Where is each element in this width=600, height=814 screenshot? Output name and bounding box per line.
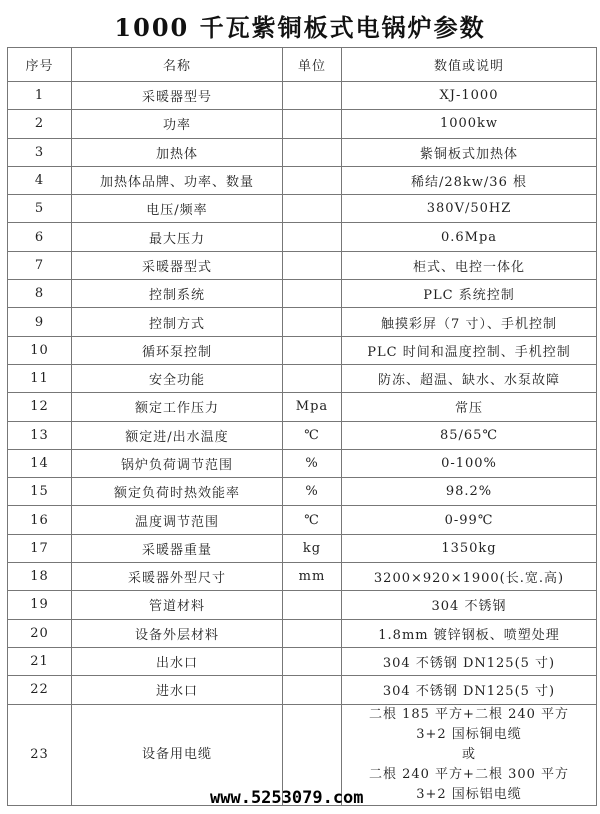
table-row <box>8 82 597 110</box>
cell-no: 21 <box>8 647 72 675</box>
cell-unit: mm <box>283 563 342 591</box>
value-line: 二根 240 平方+二根 300 平方 <box>368 766 570 782</box>
cell-no: 15 <box>8 478 72 506</box>
table-row <box>8 166 597 194</box>
cell-no: 5 <box>8 195 72 223</box>
cell-no: 8 <box>8 280 72 308</box>
table-row <box>8 449 597 477</box>
value-line: 或 <box>461 746 476 762</box>
cell-no: 17 <box>8 534 72 562</box>
header-value: 数值或说明 <box>342 48 597 82</box>
table-row <box>8 195 597 223</box>
cell-no: 16 <box>8 506 72 534</box>
page-title: 1000 千瓦紫铜板式电锅炉参数 <box>114 13 486 42</box>
cell-value: 304 不锈钢 DN125(5 寸) <box>342 647 597 675</box>
cell-unit <box>283 308 342 336</box>
parameter-table <box>7 47 597 806</box>
cell-name: 设备外层材料 <box>72 619 283 647</box>
cell-unit <box>283 138 342 166</box>
cell-name: 安全功能 <box>72 364 283 392</box>
table-row <box>8 563 597 591</box>
table-row <box>8 647 597 675</box>
table-row <box>8 421 597 449</box>
cell-unit <box>283 676 342 704</box>
value-line: 二根 185 平方+二根 240 平方 <box>368 706 570 722</box>
cell-unit <box>283 647 342 675</box>
cell-unit <box>283 591 342 619</box>
table-row <box>8 110 597 138</box>
cell-name: 采暖器型式 <box>72 251 283 279</box>
cell-name: 出水口 <box>72 647 283 675</box>
table-row <box>8 364 597 392</box>
cell-no: 1 <box>8 82 72 110</box>
cell-no: 13 <box>8 421 72 449</box>
cell-no: 7 <box>8 251 72 279</box>
table-row <box>8 676 597 704</box>
cell-no: 18 <box>8 563 72 591</box>
table-row <box>8 280 597 308</box>
cell-value: XJ-1000 <box>342 82 597 110</box>
table-header-row <box>8 48 597 82</box>
cell-name: 控制方式 <box>72 308 283 336</box>
cell-no: 3 <box>8 138 72 166</box>
cell-unit <box>283 336 342 364</box>
header-no: 序号 <box>8 48 72 82</box>
cell-no: 11 <box>8 364 72 392</box>
cell-value: 1.8mm 镀锌钢板、喷塑处理 <box>342 619 597 647</box>
cell-no: 22 <box>8 676 72 704</box>
cell-value: 紫铜板式加热体 <box>342 138 597 166</box>
table-row <box>8 506 597 534</box>
cell-value: 1350kg <box>342 534 597 562</box>
cell-name: 采暖器外型尺寸 <box>72 563 283 591</box>
cell-name: 锅炉负荷调节范围 <box>72 449 283 477</box>
table-row <box>8 393 597 421</box>
table-row <box>8 534 597 562</box>
table-row <box>8 251 597 279</box>
header-name: 名称 <box>72 48 283 82</box>
cell-no: 2 <box>8 110 72 138</box>
cell-unit: % <box>283 478 342 506</box>
watermark: www.5253079.com <box>210 788 364 808</box>
cell-value: 稀结/28kw/36 根 <box>342 166 597 194</box>
cell-no: 20 <box>8 619 72 647</box>
cell-name: 最大压力 <box>72 223 283 251</box>
cell-unit: % <box>283 449 342 477</box>
cell-no: 4 <box>8 166 72 194</box>
cell-unit <box>283 223 342 251</box>
cell-value: 柜式、电控一体化 <box>342 251 597 279</box>
cell-value: 85/65℃ <box>342 421 597 449</box>
table-row <box>8 336 597 364</box>
table-row <box>8 478 597 506</box>
cell-value: PLC 时间和温度控制、手机控制 <box>342 336 597 364</box>
cell-value: 0-100% <box>342 449 597 477</box>
cell-unit: ℃ <box>283 506 342 534</box>
cell-unit <box>283 166 342 194</box>
cell-unit: Mpa <box>283 393 342 421</box>
cell-name: 管道材料 <box>72 591 283 619</box>
cell-name: 额定进/出水温度 <box>72 421 283 449</box>
cell-name: 电压/频率 <box>72 195 283 223</box>
cell-name: 额定负荷时热效能率 <box>72 478 283 506</box>
cell-unit <box>283 251 342 279</box>
cell-name: 加热体 <box>72 138 283 166</box>
table-row <box>8 308 597 336</box>
cell-value: 3200×920×1900(长.宽.高) <box>342 563 597 591</box>
cell-name: 功率 <box>72 110 283 138</box>
cell-unit <box>283 364 342 392</box>
cell-value: 防冻、超温、缺水、水泵故障 <box>342 364 597 392</box>
cell-name: 进水口 <box>72 676 283 704</box>
table-row <box>8 223 597 251</box>
table-row <box>8 591 597 619</box>
cell-value: 304 不锈钢 DN125(5 寸) <box>342 676 597 704</box>
cell-name: 温度调节范围 <box>72 506 283 534</box>
cell-no: 10 <box>8 336 72 364</box>
cell-value: 0.6Mpa <box>342 223 597 251</box>
value-line: 3+2 国标铝电缆 <box>416 786 522 802</box>
table-row <box>8 138 597 166</box>
cell-name: 额定工作压力 <box>72 393 283 421</box>
cell-value: 触摸彩屏（7 寸）、手机控制 <box>342 308 597 336</box>
cell-name: 设备用电缆 <box>72 704 283 805</box>
cell-unit <box>283 195 342 223</box>
cell-value: PLC 系统控制 <box>342 280 597 308</box>
cell-unit <box>283 280 342 308</box>
cell-name: 采暖器重量 <box>72 534 283 562</box>
cell-unit: kg <box>283 534 342 562</box>
cell-value <box>342 704 597 805</box>
cell-name: 采暖器型号 <box>72 82 283 110</box>
cell-no: 6 <box>8 223 72 251</box>
cell-name: 控制系统 <box>72 280 283 308</box>
cell-value: 0-99℃ <box>342 506 597 534</box>
cell-value: 1000kw <box>342 110 597 138</box>
cell-unit: ℃ <box>283 421 342 449</box>
cell-unit <box>283 110 342 138</box>
header-unit: 单位 <box>283 48 342 82</box>
cell-no: 23 <box>8 704 72 805</box>
cell-no: 14 <box>8 449 72 477</box>
cell-unit <box>283 619 342 647</box>
cell-no: 9 <box>8 308 72 336</box>
cell-no: 12 <box>8 393 72 421</box>
cell-name: 循环泵控制 <box>72 336 283 364</box>
value-line: 3+2 国标铜电缆 <box>416 726 522 742</box>
cell-name: 加热体品牌、功率、数量 <box>72 166 283 194</box>
cell-value: 304 不锈钢 <box>342 591 597 619</box>
cell-value: 常压 <box>342 393 597 421</box>
cell-no: 19 <box>8 591 72 619</box>
cell-value: 98.2% <box>342 478 597 506</box>
table-row <box>8 619 597 647</box>
cell-value: 380V/50HZ <box>342 195 597 223</box>
cell-unit <box>283 82 342 110</box>
